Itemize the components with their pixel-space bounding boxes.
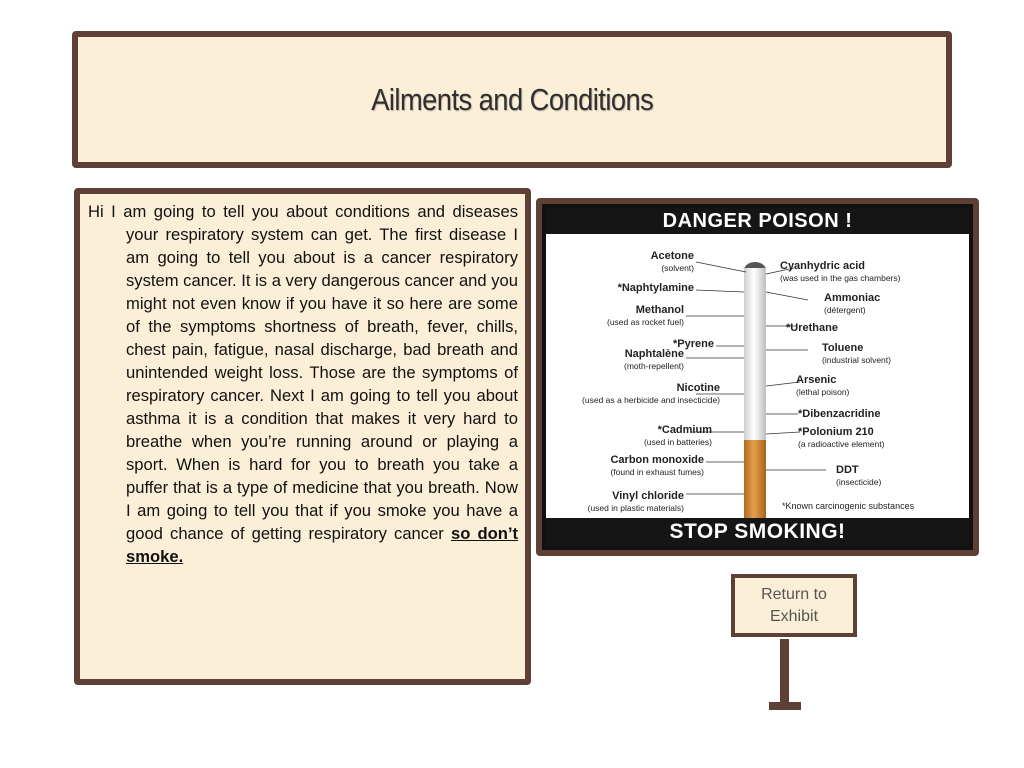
toxin-label-r-6 <box>798 426 884 450</box>
toxin-note: (solvent) <box>661 263 694 273</box>
toxin-label-l-6 <box>566 424 712 448</box>
poster-footnote: *Known carcinogenic substances <box>782 501 915 511</box>
title-banner <box>72 31 952 168</box>
toxin-name: *Naphtylamine <box>617 282 694 294</box>
return-to-exhibit-button[interactable] <box>731 574 857 637</box>
body-paragraph <box>88 200 518 568</box>
toxin-note: (insecticide) <box>836 477 882 487</box>
toxin-label-l-7 <box>550 454 704 478</box>
page-title: Ailments and Conditions <box>370 81 654 117</box>
toxin-name: *Dibenzacridine <box>798 408 881 420</box>
toxin-label-r-3 <box>822 342 891 366</box>
toxin-note: (industrial solvent) <box>822 355 891 365</box>
signpost-stem <box>780 639 789 705</box>
toxin-note: (used as a herbicide and insecticide) <box>582 395 720 405</box>
toxin-note: (lethal poison) <box>796 387 850 397</box>
poster-top-banner: DANGER POISON ! <box>546 208 969 234</box>
return-button-label: Return to Exhibit <box>761 585 827 625</box>
toxin-name: *Polonium 210 <box>798 426 874 438</box>
signpost-base <box>769 702 801 710</box>
toxin-label-l-0 <box>586 250 694 274</box>
toxin-note: (used as rocket fuel) <box>606 317 684 327</box>
toxin-label-l-4 <box>556 348 684 372</box>
toxin-note: (used in batteries) <box>643 437 712 447</box>
toxin-name: Ammoniac <box>824 292 881 304</box>
toxin-label-l-5 <box>550 382 720 406</box>
toxin-name: Cyanhydric acid <box>780 260 865 272</box>
toxin-note: (détergent) <box>824 305 866 315</box>
toxin-name: *Cadmium <box>657 424 712 436</box>
toxin-label-l-8 <box>550 490 684 514</box>
toxin-name: Toluene <box>822 342 864 354</box>
toxin-name: Carbon monoxide <box>610 454 704 466</box>
text-panel <box>74 188 531 685</box>
toxin-label-r-4 <box>796 374 849 398</box>
poster-frame <box>536 198 979 556</box>
toxin-name: *Urethane <box>786 322 838 334</box>
toxin-label-r-7 <box>836 464 881 488</box>
toxin-note: (found in exhaust fumes) <box>610 467 704 477</box>
toxin-label-r-5 <box>798 408 881 420</box>
toxin-label-l-1 <box>566 282 694 294</box>
cigarette-filter <box>744 440 766 520</box>
toxin-label-l-2 <box>566 304 684 328</box>
toxin-name: Methanol <box>635 304 684 316</box>
toxin-name: Vinyl chloride <box>612 490 684 502</box>
toxin-label-r-1 <box>824 292 880 316</box>
toxin-name: Naphtalène <box>624 348 684 360</box>
toxin-note: (a radioactive element) <box>798 439 885 449</box>
toxin-note: (used in plastic materials) <box>587 503 684 513</box>
body-text: Hi I am going to tell you about conditions and diseases your respiratory system can get. The first disease I am going to tell you about is a cancer respiratory system cancer. It is a very dangerous cancer and you might not even know if you have it so here are some of the symptoms shortness of breath, fever, chills, chest pain, fatigue, nasal discharge, bad breath and unintended weight loss. Those are the symptoms of respiratory cancer. Next I am going to tell you about asthma it is a condition that makes it very hard to breathe when you’re running around or playing a sport. When is hard for you to breath you take a puffer that is a type of medicine that you breath. Now I am going to tell you that if you smoke you have a good chance of getting respiratory cancer <box>88 202 518 543</box>
toxin-note: (was used in the gas chambers) <box>780 273 901 283</box>
poster-bottom-banner: STOP SMOKING! <box>546 518 969 546</box>
toxin-note: (moth-repellent) <box>624 361 684 371</box>
toxin-name: Nicotine <box>676 382 720 394</box>
danger-poison-poster <box>546 208 969 546</box>
emphasis-text: so don’t smoke. <box>126 524 518 566</box>
toxin-label-r-2 <box>786 322 838 334</box>
toxin-name: Acetone <box>650 250 694 262</box>
toxin-name: Arsenic <box>796 374 837 386</box>
toxin-name: *Pyrene <box>673 338 714 350</box>
toxin-label-r-0 <box>780 260 900 284</box>
cigarette-paper <box>744 268 766 440</box>
toxin-name: DDT <box>836 464 859 476</box>
